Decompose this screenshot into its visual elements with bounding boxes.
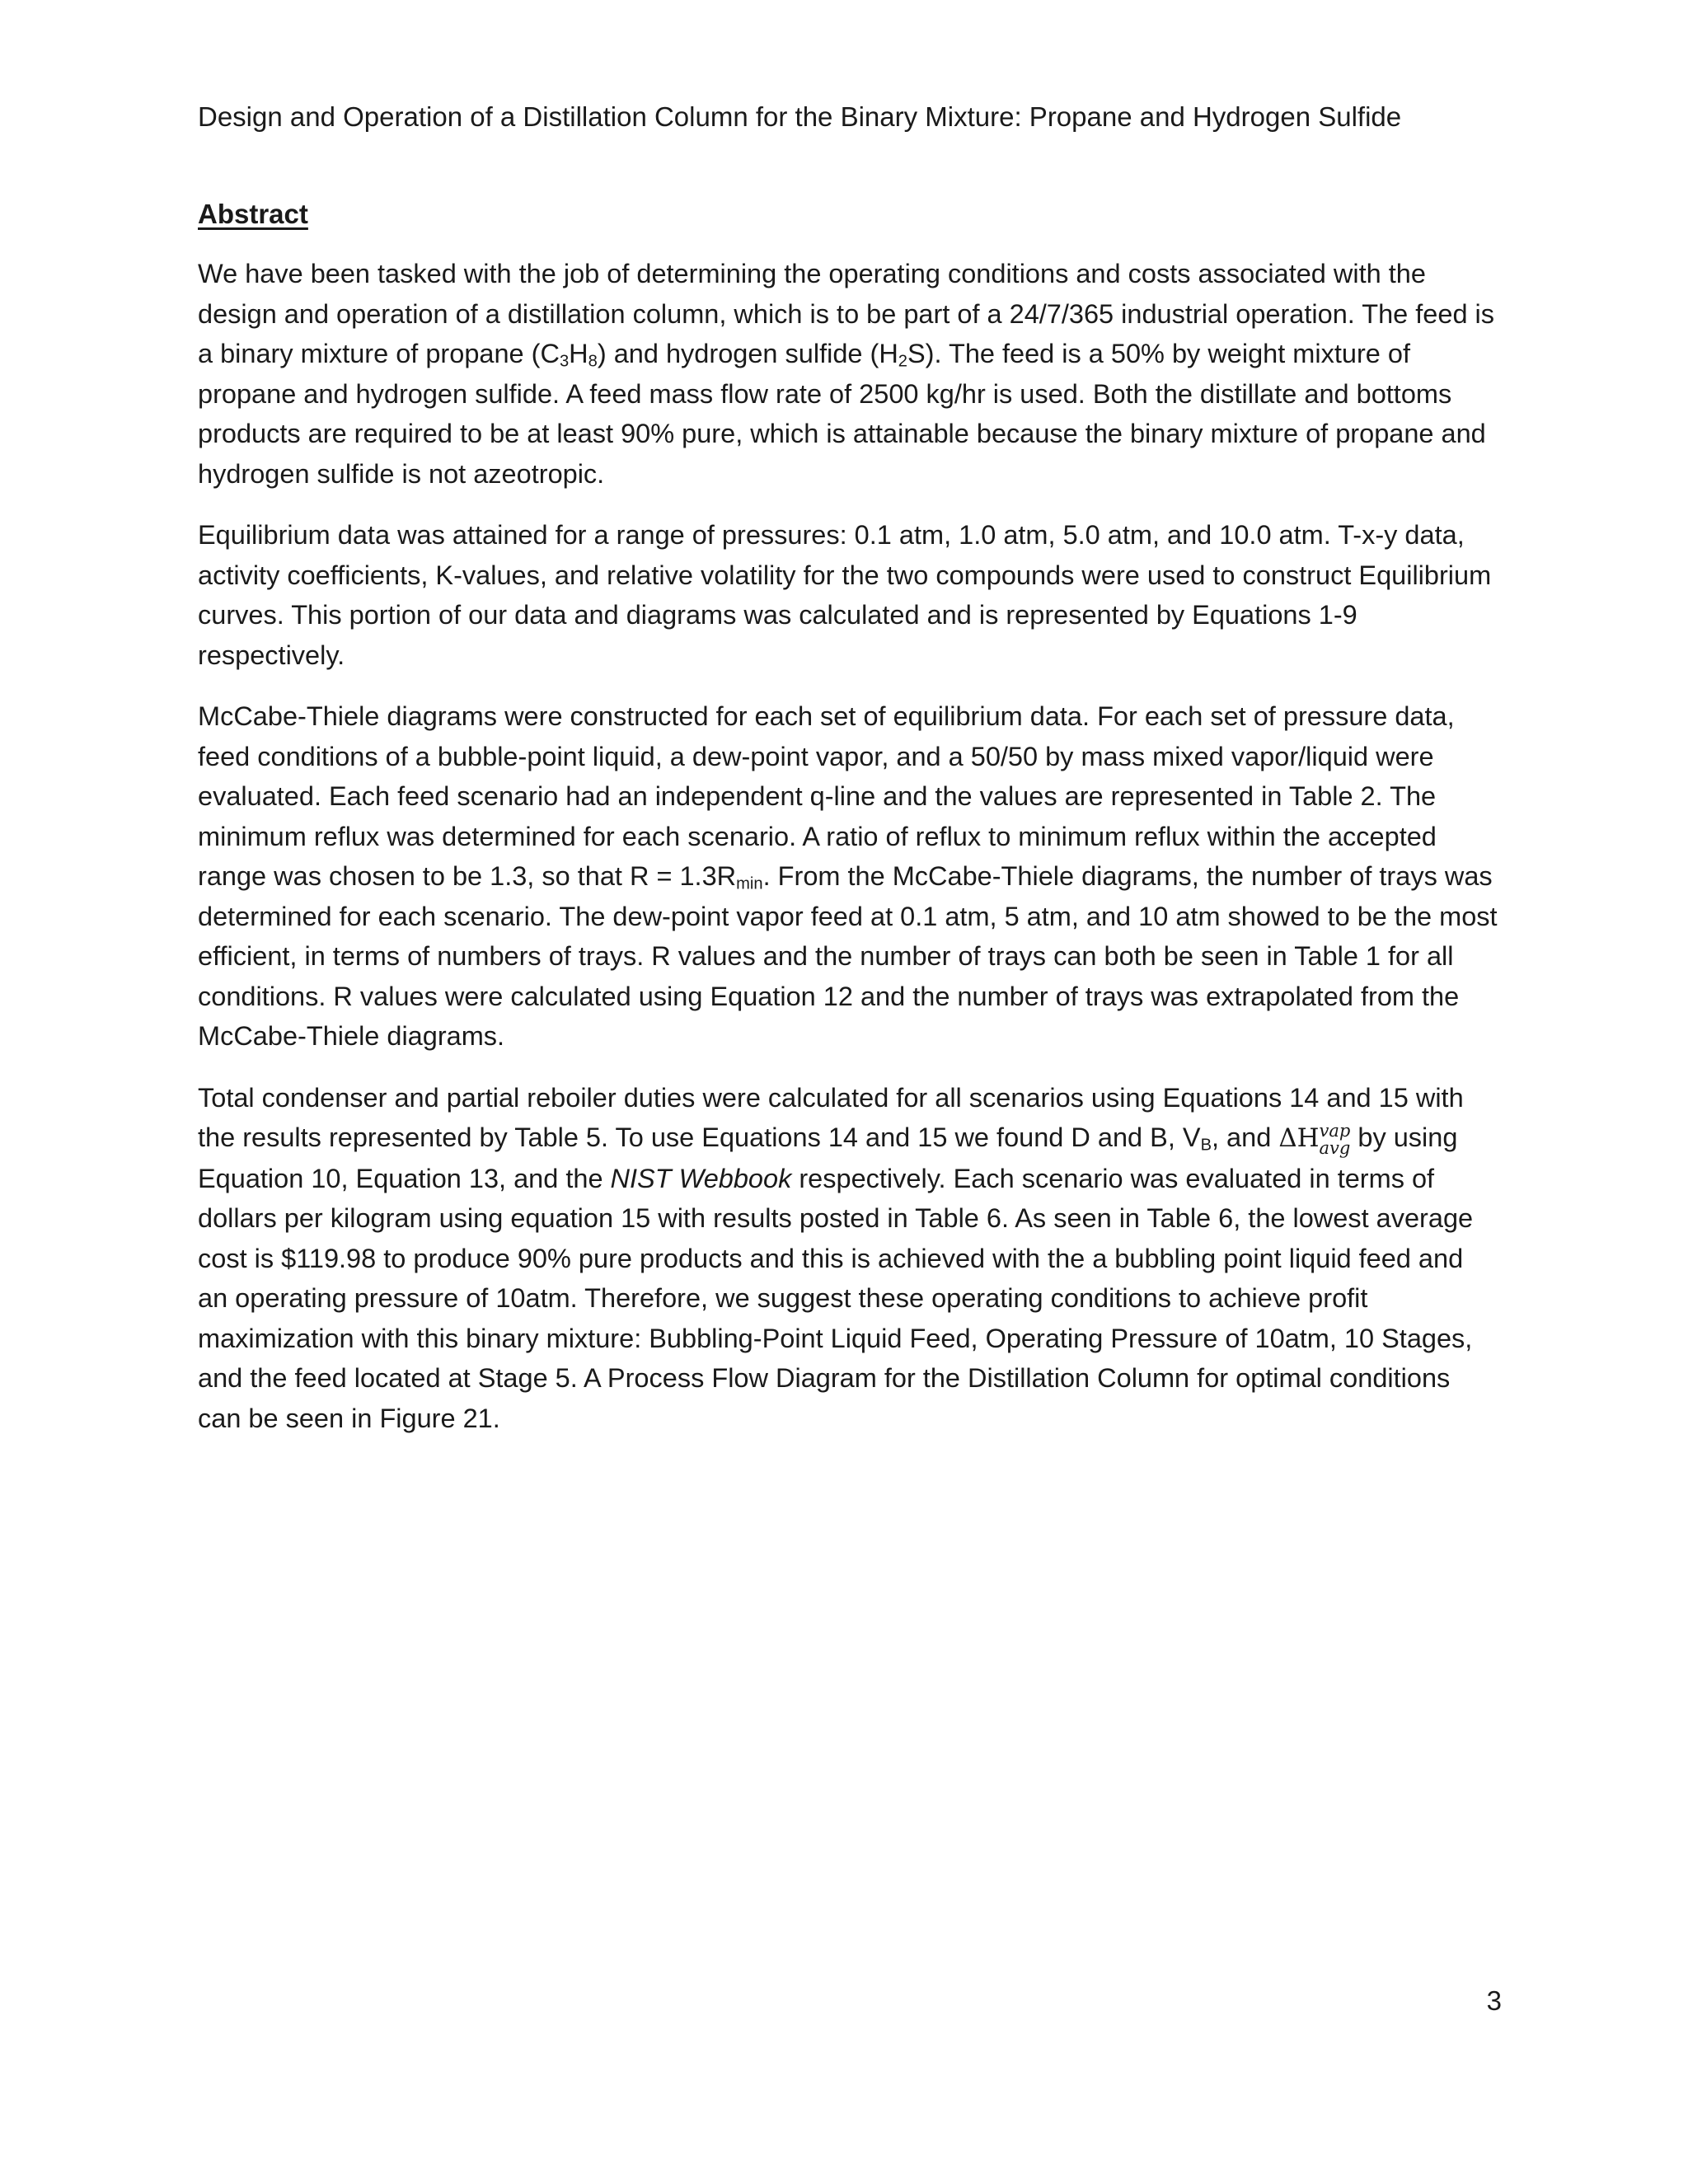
abstract-paragraph-1 (198, 254, 1500, 494)
abstract-heading: Abstract (198, 199, 308, 229)
p3-sub-min: min (736, 874, 763, 893)
p4-text-d: respectively. Each scenario was evaluated in terms of dollars per kilogram using equation 15 with results posted in Table 6. As seen in Table 6, the lowest average cost is $119.98 to produce 90% pure products and this is achieved with the a bubbling point liquid feed and an operating pressure of 10atm. Therefore, we suggest these operating conditions to achieve profit maximization with this binary mixture: Bubbling-Point Liquid Feed, Operating Pressure of 10atm, 10 Stages, and the feed located at Stage 5. A Process Flow Diagram for the Distillation Column for optimal conditions can be seen in Figure 21. (198, 1163, 1474, 1433)
p1-text-b: H (569, 339, 588, 368)
enthalpy-sub: avg (1319, 1138, 1351, 1159)
p1-sub-8: 8 (588, 352, 598, 371)
p4-text-b: , and (1212, 1122, 1279, 1152)
p3-text-a: McCabe-Thiele diagrams were constructed for each set of equilibrium data. For each set of pressure data, feed conditions of a bubble-point liquid, a dew-point vapor, and a 50/50 by mass mixed vapor/liquid were evaluated. Each feed scenario had an independent q-line and the values are represented in Table 2. The minimum reflux was determined for each scenario. A ratio of reflux to minimum reflux within the accepted range was chosen to be 1.3, so that R = 1.3R (198, 701, 1455, 891)
p1-text-c: ) and hydrogen sulfide (H (597, 339, 898, 368)
p4-sub-b: B (1200, 1136, 1212, 1155)
nist-webbook-reference: NIST Webbook (610, 1163, 792, 1193)
abstract-paragraph-3 (198, 696, 1500, 1057)
p4-text-c: by using Equation 10, Equation 13, and the (198, 1122, 1458, 1193)
enthalpy-scripts (1320, 1122, 1351, 1157)
abstract-section (198, 194, 1500, 1460)
abstract-paragraph-4 (198, 1078, 1500, 1439)
p3-text-b: . From the McCabe-Thiele diagrams, the number of trays was determined for each scenario. The dew-point vapor feed at 0.1 atm, 5 atm, and 10 atm showed to be the most efficient, in terms of numbers of trays. R values and the number of trays can both be seen in Table 1 for all conditions. R values were calculated using Equation 12 and the number of trays was extrapolated from the McCabe-Thiele diagrams. (198, 861, 1498, 1051)
running-title: Design and Operation of a Distillation Column for the Binary Mixture: Propane and Hydrogen Sulfide (198, 101, 1402, 132)
p1-text-d: S). The feed is a 50% by weight mixture of propane and hydrogen sulfide. A feed mass flow rate of 2500 kg/hr is used. Both the distillate and bottoms products are required to be at least 90% pure, which is attainable because the binary mixture of propane and hydrogen sulfide is not azeotropic. (198, 339, 1486, 489)
page-number: 3 (1486, 1985, 1502, 2016)
p1-text-a: We have been tasked with the job of determining the operating conditions and costs associated with the design and operation of a distillation column, which is to be part of a 24/7/365 industrial operation. The feed is a binary mixture of propane (C (198, 259, 1495, 368)
enthalpy-symbol (1278, 1121, 1351, 1159)
enthalpy-base: ΔH (1278, 1123, 1320, 1153)
enthalpy-sup: vap (1319, 1121, 1351, 1141)
abstract-paragraph-2: Equilibrium data was attained for a range of pressures: 0.1 atm, 1.0 atm, 5.0 atm, and 10.0 atm. T-x-y data, activity coefficients, K-values, and relative volatility for the two compounds were used to construct Equilibrium curves. This portion of our data and diagrams was calculated and is represented by Equations 1-9 respectively. (198, 520, 1492, 670)
p1-sub-2: 2 (898, 352, 907, 371)
p1-sub-3: 3 (559, 352, 570, 371)
p4-text-a: Total condenser and partial reboiler duties were calculated for all scenarios using Equations 14 and 15 with the results represented by Table 5. To use Equations 14 and 15 we found D and B, V (198, 1082, 1464, 1152)
